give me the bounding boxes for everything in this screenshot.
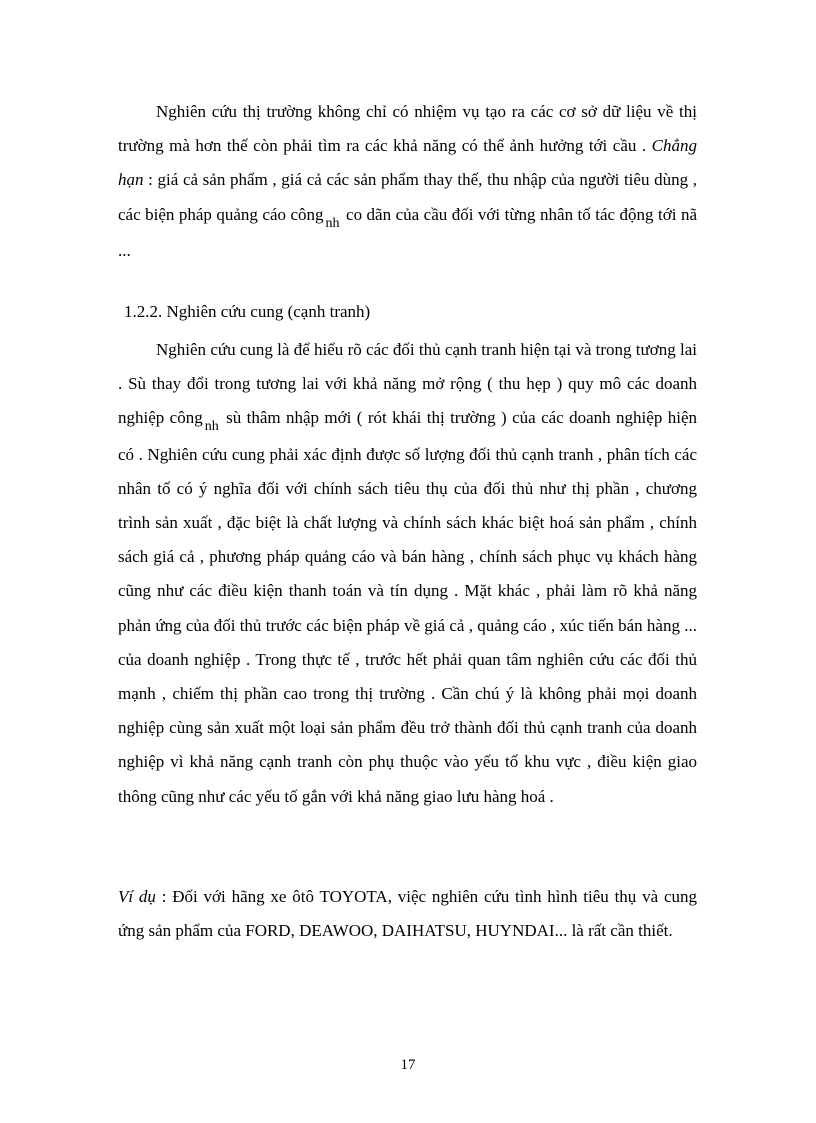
paragraph1-text-3: co dãn của cầu đối với từng nhân tố tác động tới nã ... bbox=[118, 204, 697, 260]
example-text: : Đối với hãng xe ôtô TOYOTA, việc nghiên cứu tình hình tiêu thụ và cung ứng sản phẩm của FORD, DEAWOO, DAIHATSU, HUYNDAI... là rất cần thiết. bbox=[118, 887, 698, 941]
example-label: Ví dụ bbox=[118, 887, 156, 906]
paragraph1-text-2: : giá cả sản phẩm , giá cả các sản phẩm thay thế, thu nhập của người tiêu dùng , các biện pháp quảng cáo công bbox=[118, 170, 697, 224]
paragraph2-text-1: Nghiên cứu cung là để hiểu rõ các đối thủ cạnh tranh hiện tại và trong tương lai . Sù thay đổi trong tương lai với khả năng mở rộng ( thu hẹp ) quy mô các doanh nghiệp công bbox=[118, 340, 697, 428]
example-paragraph bbox=[118, 880, 697, 948]
paragraph2-subscript: nh bbox=[204, 419, 219, 435]
page-number: 17 bbox=[400, 1057, 416, 1073]
section-heading: 1.2.2. Nghiên cứu cung (cạnh tranh) bbox=[124, 302, 371, 321]
paragraph-market-research bbox=[118, 95, 697, 268]
paragraph1-text-1: Nghiên cứu thị trường không chỉ có nhiệm vụ tạo ra các cơ sở dữ liệu về thị trường mà hơn thế còn phải tìm ra các khả năng có thể ảnh hưởng tới cầu . bbox=[118, 102, 697, 156]
paragraph2-text-2: sù thâm nhập mới ( rót khái thị trường ) của các doanh nghiệp hiện có . Nghiên cứu cung phải xác định được số lượng đối thủ cạnh tranh , phân tích các nhân tố có ý nghĩa đối với chính sách tiêu thụ của đối thủ như thị phần , chương trình sản xuất , đặc biệt là chất lượng và chính sách khác biệt hoá sản phẩm , chính sách giá cả , phương pháp quảng cáo và bán hàng , chính sách phục vụ khách hàng cũng như các điều kiện thanh toán và tín dụng . Mặt khác , phải làm rõ khả năng phản ứng của đối thủ trước các biện pháp về giá cả , quảng cáo , xúc tiến bán hàng ... của doanh nghiệp . Trong thực tế , trước hết phải quan tâm nghiên cứu các đối thủ mạnh , chiếm thị phần cao trong thị trường . Cần chú ý là không phải mọi doanh nghiệp cùng sản xuất một loại sản phẩm đều trở thành đối thủ cạnh tranh của doanh nghiệp vì khả năng cạnh tranh còn phụ thuộc vào yếu tố khu vực , điều kiện giao thông cũng như các yếu tố gắn với khả năng giao lưu hàng hoá . bbox=[118, 408, 697, 806]
paragraph1-subscript: nh bbox=[325, 215, 340, 231]
paragraph1-italic: Chẳng hạn bbox=[118, 136, 697, 190]
paragraph-supply-research bbox=[118, 333, 697, 814]
